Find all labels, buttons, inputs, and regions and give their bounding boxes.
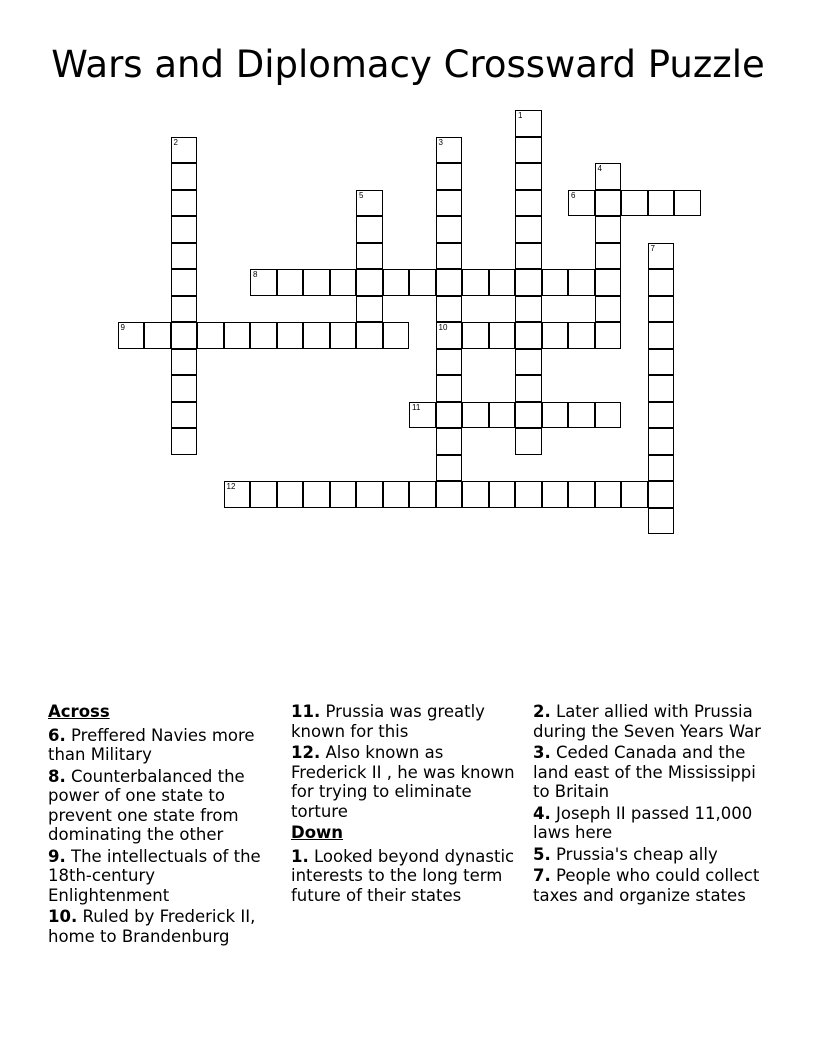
grid-cell[interactable]: [595, 296, 622, 323]
clue-across-11: 11. Prussia was greatly known for this: [291, 702, 485, 741]
grid-cell[interactable]: [462, 269, 489, 296]
grid-cell[interactable]: [515, 243, 542, 270]
grid-cell[interactable]: [515, 163, 542, 190]
grid-cell[interactable]: [621, 190, 648, 217]
clue-number: 2: [173, 137, 178, 147]
grid-cell[interactable]: [648, 322, 675, 349]
grid-cell[interactable]: [515, 402, 542, 429]
grid-cell[interactable]: [648, 402, 675, 429]
clue-number: 7: [650, 243, 655, 253]
grid-cell[interactable]: [462, 402, 489, 429]
grid-cell[interactable]: [171, 190, 198, 217]
grid-cell[interactable]: [648, 190, 675, 217]
grid-cell[interactable]: [436, 402, 463, 429]
grid-cell[interactable]: [277, 269, 304, 296]
grid-cell[interactable]: [171, 137, 198, 164]
grid-cell[interactable]: [595, 190, 622, 217]
clues-column-2: [291, 702, 523, 907]
grid-cell[interactable]: [648, 296, 675, 323]
grid-cell[interactable]: [542, 269, 569, 296]
grid-cell[interactable]: [436, 455, 463, 482]
clue-number: 6: [571, 190, 576, 200]
grid-cell[interactable]: [674, 190, 701, 217]
grid-cell[interactable]: [648, 349, 675, 376]
grid-cell[interactable]: [118, 322, 145, 349]
grid-cell[interactable]: [356, 269, 383, 296]
grid-cell[interactable]: [436, 375, 463, 402]
grid-cell[interactable]: [489, 481, 516, 508]
grid-cell[interactable]: [436, 243, 463, 270]
grid-cell[interactable]: [356, 296, 383, 323]
clue-down-7: 7. People who could collect taxes and organize states: [533, 866, 760, 905]
grid-cell[interactable]: [568, 402, 595, 429]
clue-down-4: 4. Joseph II passed 11,000 laws here: [533, 803, 753, 842]
clue-number: 4: [597, 164, 602, 173]
clue-across-6: 6. Preffered Navies more than Military: [48, 725, 255, 764]
grid-cell[interactable]: [436, 428, 463, 455]
grid-cell[interactable]: [568, 269, 595, 296]
grid-cell[interactable]: [171, 163, 198, 190]
clue-number: 10: [438, 323, 448, 332]
grid-cell[interactable]: [595, 216, 622, 243]
grid-cell[interactable]: [356, 481, 383, 508]
clue-number: 3: [438, 137, 443, 147]
grid-cell[interactable]: [356, 216, 383, 243]
clue-number: 9: [120, 323, 125, 332]
grid-cell[interactable]: [224, 322, 251, 349]
clue-number: 11: [412, 402, 421, 412]
grid-cell[interactable]: [515, 296, 542, 323]
grid-cell[interactable]: [171, 243, 198, 270]
grid-cell[interactable]: [489, 269, 516, 296]
grid-cell[interactable]: [542, 481, 569, 508]
grid-cell[interactable]: [250, 269, 277, 296]
grid-cell[interactable]: [171, 296, 198, 323]
grid-cell[interactable]: [489, 322, 516, 349]
clue-number: 5: [359, 190, 364, 200]
grid-cell[interactable]: [568, 322, 595, 349]
grid-cell[interactable]: [436, 190, 463, 217]
grid-cell[interactable]: [250, 322, 277, 349]
clue-down-1: 1. Looked beyond dynastic interests to the long term future of their states: [291, 846, 515, 905]
grid-cell[interactable]: [171, 322, 198, 349]
grid-cell[interactable]: [383, 269, 410, 296]
grid-cell[interactable]: [330, 269, 357, 296]
grid-cell[interactable]: [197, 322, 224, 349]
grid-cell[interactable]: [621, 481, 648, 508]
clue-down-2: 2. Later allied with Prussia during the Seven Years War: [533, 702, 761, 741]
grid-cell[interactable]: [356, 190, 383, 217]
grid-cell[interactable]: [383, 322, 410, 349]
clue-down-5: 5. Prussia's cheap ally: [533, 844, 718, 864]
grid-cell[interactable]: [595, 481, 622, 508]
grid-cell[interactable]: [356, 243, 383, 270]
grid-cell[interactable]: [330, 322, 357, 349]
grid-cell[interactable]: [144, 322, 171, 349]
grid-cell[interactable]: [489, 402, 516, 429]
grid-cell[interactable]: [462, 481, 489, 508]
grid-cell[interactable]: [277, 322, 304, 349]
grid-cell[interactable]: [250, 481, 277, 508]
clue-number: 8: [253, 270, 258, 279]
grid-cell[interactable]: [171, 269, 198, 296]
grid-cell[interactable]: [303, 269, 330, 296]
grid-cell[interactable]: [171, 216, 198, 243]
clue-number: 12: [226, 482, 236, 491]
clue-across-9: 9. The intellectuals of the 18th-century Enlightenment: [48, 846, 261, 905]
grid-cell[interactable]: [303, 322, 330, 349]
grid-cell[interactable]: [515, 428, 542, 455]
grid-cell[interactable]: [648, 428, 675, 455]
clue-number: 1: [518, 111, 523, 120]
grid-cell[interactable]: [436, 269, 463, 296]
clue-across-8: 8. Counterbalanced the power of one state to prevent one state from dominating the other: [48, 766, 245, 844]
grid-cell[interactable]: [568, 190, 595, 217]
grid-cell[interactable]: [595, 269, 622, 296]
clues-column-3: [533, 702, 765, 907]
grid-cell[interactable]: [515, 375, 542, 402]
grid-cell[interactable]: [462, 322, 489, 349]
grid-cell[interactable]: [648, 269, 675, 296]
grid-cell[interactable]: [515, 190, 542, 217]
grid-cell[interactable]: [542, 402, 569, 429]
grid-cell[interactable]: [436, 349, 463, 376]
grid-cell[interactable]: [224, 481, 251, 508]
grid-cell[interactable]: [595, 163, 622, 190]
grid-cell[interactable]: [648, 481, 675, 508]
grid-cell[interactable]: [648, 508, 675, 535]
grid-cell[interactable]: [595, 322, 622, 349]
grid-cell[interactable]: [436, 481, 463, 508]
grid-cell[interactable]: [436, 163, 463, 190]
grid-cell[interactable]: [303, 481, 330, 508]
grid-cell[interactable]: [436, 322, 463, 349]
grid-cell[interactable]: [409, 481, 436, 508]
clues-column-1: [48, 702, 280, 948]
grid-cell[interactable]: [595, 402, 622, 429]
grid-cell[interactable]: [648, 375, 675, 402]
grid-cell[interactable]: [515, 137, 542, 164]
grid-cell[interactable]: [515, 481, 542, 508]
grid-cell[interactable]: [277, 481, 304, 508]
puzzle-title: Wars and Diplomacy Crossward Puzzle: [51, 43, 765, 86]
grid-cell[interactable]: [648, 243, 675, 270]
grid-cell[interactable]: [515, 322, 542, 349]
grid-cell[interactable]: [383, 481, 410, 508]
grid-cell[interactable]: [568, 481, 595, 508]
grid-cell[interactable]: [515, 110, 542, 137]
grid-cell[interactable]: [356, 322, 383, 349]
clue-across-10: 10. Ruled by Frederick II, home to Brandenburg: [48, 907, 256, 946]
grid-cell[interactable]: [409, 269, 436, 296]
clue-across-12: 12. Also known as Frederick II , he was known for trying to eliminate torture: [291, 743, 515, 821]
grid-cell[interactable]: [515, 216, 542, 243]
grid-cell[interactable]: [171, 349, 198, 376]
grid-cell[interactable]: [330, 481, 357, 508]
grid-cell[interactable]: [436, 296, 463, 323]
grid-cell[interactable]: [648, 455, 675, 482]
grid-cell[interactable]: [436, 216, 463, 243]
grid-cell[interactable]: [409, 402, 436, 429]
grid-cell[interactable]: [436, 137, 463, 164]
clue-down-3: 3. Ceded Canada and the land east of the Mississippi to Britain: [533, 743, 756, 801]
grid-cell[interactable]: [515, 349, 542, 376]
across-heading: Across: [48, 702, 110, 721]
grid-cell[interactable]: [171, 402, 198, 429]
grid-cell[interactable]: [542, 322, 569, 349]
grid-cell[interactable]: [595, 243, 622, 270]
grid-cell[interactable]: [171, 428, 198, 455]
down-heading: Down: [291, 823, 344, 842]
grid-cell[interactable]: [171, 375, 198, 402]
grid-cell[interactable]: [515, 269, 542, 296]
